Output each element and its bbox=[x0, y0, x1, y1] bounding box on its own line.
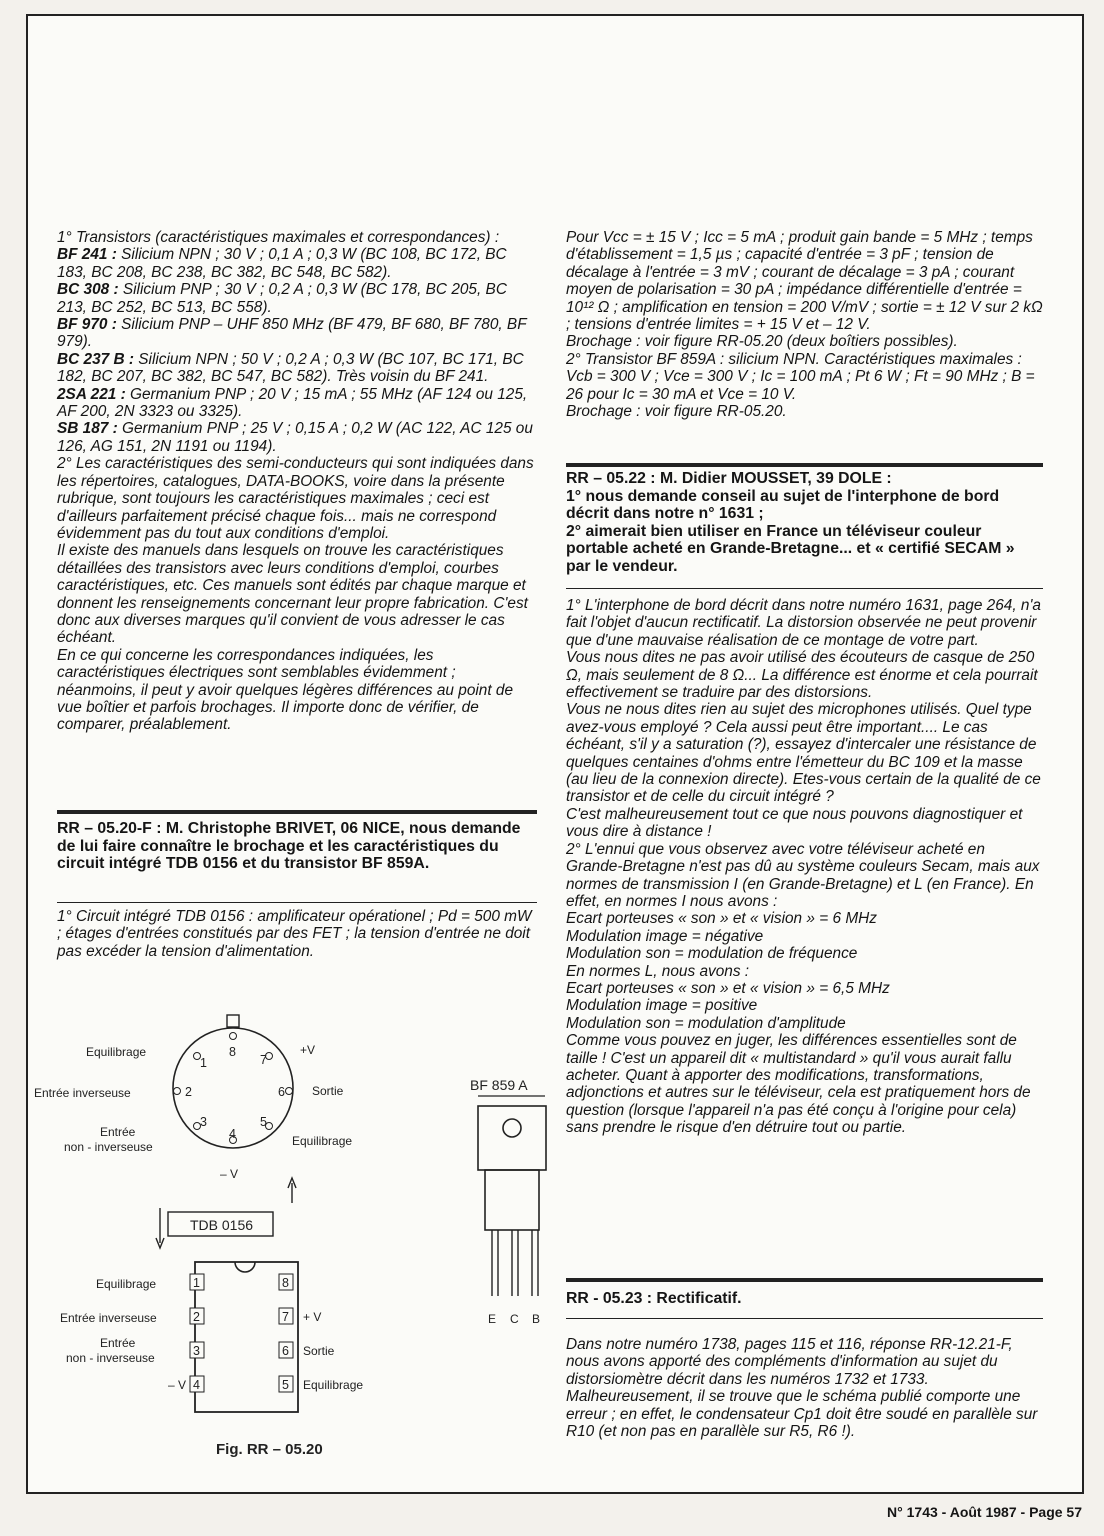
section-rule-thin bbox=[566, 1318, 1043, 1319]
left-column bbox=[57, 229, 537, 734]
norm-line: Modulation image = négative bbox=[566, 927, 764, 945]
dip-label-3: non - inverseuse bbox=[66, 1351, 155, 1365]
left-para-3: Il existe des manuels dans lesquels on trouve les caractéristiques détaillées des transistors avec leurs conditions d'emploi, courbes caractéristiques, etc. Ces manuels sont édités par chaque marque et donnent les renseignements concernant leur propre fabrication. C'est donc aux diverses marques qu'il convient de vous adresser le cas échéant. bbox=[57, 542, 528, 647]
transistor-desc: Silicium NPN ; 50 V ; 0,2 A ; 0,3 W (BC 107, BC 171, BC 182, BC 207, BC 382, BC 547, BC 582). Très voisin du BF 241. bbox=[57, 350, 524, 386]
transistor-name: BF 241 : bbox=[57, 246, 117, 264]
label-entree-inverseuse: Entrée inverseuse bbox=[34, 1086, 131, 1100]
brochage-1: Brochage : voir figure RR-05.20 (deux boîtiers possibles). bbox=[566, 333, 958, 351]
transistor-entry bbox=[57, 281, 537, 316]
left-para-4: En ce qui concerne les correspondances indiquées, les caractéristiques électriques sont semblables évidemment ; néanmoins, il peut y avoir quelques légères différences au point de vue boîtier et parfois brochages. Il importe donc de vérifier, de comparer, préalablement. bbox=[57, 646, 514, 734]
norm-line: Modulation son = modulation d'amplitude bbox=[566, 1014, 846, 1032]
to220-package bbox=[478, 1106, 546, 1296]
transistors-intro: 1° Transistors (caractéristiques maximales et correspondances) : bbox=[57, 229, 500, 246]
transistor-name: BF 970 : bbox=[57, 316, 117, 334]
rr0522-p1: 1° L'interphone de bord décrit dans notre numéro 1631, page 264, n'a fait l'objet d'aucun rectificatif. La distorsion observée ne peut provenir que d'une mauvaise réalisation de ce montage de votre part. bbox=[566, 597, 1041, 649]
brochage-2: Brochage : voir figure RR-05.20. bbox=[566, 403, 787, 421]
right-column-top bbox=[566, 229, 1043, 420]
transistor-name: 2SA 221 : bbox=[57, 385, 126, 403]
norm-line: Ecart porteuses « son » et « vision » = 6,5 MHz bbox=[566, 979, 890, 997]
figure-rr-0520 bbox=[30, 998, 570, 1468]
transistor-desc: Silicium PNP ; 30 V ; 0,2 A ; 0,3 W (BC 178, BC 205, BC 213, BC 252, BC 513, BC 558). bbox=[57, 281, 507, 316]
transistor-pin-e: E bbox=[488, 1312, 497, 1326]
transistor-name: BC 308 : bbox=[57, 281, 119, 299]
dip-pin-8: 8 bbox=[282, 1276, 289, 1290]
label-equilibrage-top: Equilibrage bbox=[86, 1045, 147, 1059]
transistor-entry bbox=[57, 420, 537, 455]
section-rule bbox=[57, 810, 537, 814]
dip-pin-1: 1 bbox=[193, 1276, 200, 1290]
norms-l-intro: En normes L, nous avons : bbox=[566, 962, 750, 980]
rr0522-p3: Vous ne nous dites rien au sujet des microphones utilisés. Quel type avez-vous employé ? Cela aussi peut être important.... Le cas échéant, s'il y a saturation (?), essayez d'intercaler une résistance de quelques centaines d'ohms entre l'émetteur du BC 109 et la masse (au lieu de la connexion directe). Etes-vous certain de la qualité de ce transistor et de celle du circuit intégré ? bbox=[566, 701, 1041, 806]
transistor-entry bbox=[57, 386, 537, 421]
dip-pin-5: 5 bbox=[282, 1378, 289, 1392]
rr0522-header-line2: 1° nous demande conseil au sujet de l'interphone de bord décrit dans notre n° 1631 ; bbox=[566, 487, 1000, 523]
round-pin-1: 1 bbox=[200, 1056, 207, 1070]
norms-l-list bbox=[566, 980, 1043, 1032]
rr0520-para-1: 1° Circuit intégré TDB 0156 : amplificateur opérationel ; Pd = 500 mW ; étages d'entrées constitués par des FET ; la tension d'entrée ne doit pas excéder la tension d'alimentation. bbox=[57, 908, 532, 960]
norm-line: Ecart porteuses « son » et « vision » = 6 MHz bbox=[566, 910, 877, 928]
transistor-name: BC 237 B : bbox=[57, 350, 134, 368]
rr0523-header: RR - 05.23 : Rectificatif. bbox=[566, 1290, 742, 1307]
rr0523-para: Dans notre numéro 1738, pages 115 et 116, réponse RR-12.21-F, nous avons apporté des compléments d'information au sujet du distorsiomètre décrit dans les numéros 1732 et 1733. Malheureusement, il se trouve que le schéma publié comporte une erreur ; en effet, le condensateur Cp1 doit être soudé en parallèle sur R10 (et non pas en parallèle sur R5, R6 !). bbox=[566, 1336, 1038, 1441]
label-minus-v: – V bbox=[220, 1167, 239, 1181]
dip-label-4: – V bbox=[168, 1378, 187, 1392]
rr0522-header bbox=[566, 470, 1043, 576]
rr0522-header-line3: 2° aimerait bien utiliser en France un téléviseur couleur portable acheté en Grande-Bretagne... et « certifié SECAM » par le vendeur. bbox=[566, 522, 1015, 575]
transistor-pin-c: C bbox=[510, 1312, 519, 1326]
round-pin-8: 8 bbox=[229, 1045, 236, 1059]
label-equilibrage-bottom: Equilibrage bbox=[292, 1134, 353, 1148]
transistor-desc: Silicium NPN ; 30 V ; 0,1 A ; 0,3 W (BC 108, BC 172, BC 183, BC 208, BC 238, BC 382, BC 548, BC 582). bbox=[57, 246, 507, 281]
transistor-desc: Silicium PNP – UHF 850 MHz (BF 479, BF 680, BF 780, BF 979). bbox=[57, 316, 527, 351]
round-pin-4: 4 bbox=[229, 1127, 236, 1141]
dip-pin-7: 7 bbox=[282, 1310, 289, 1324]
page-footer: N° 1743 - Août 1987 - Page 57 bbox=[887, 1504, 1082, 1520]
dip-label-5: Equilibrage bbox=[303, 1378, 364, 1392]
label-non-inverseuse: non - inverseuse bbox=[64, 1140, 153, 1154]
left-para-2: 2° Les caractéristiques des semi-conducteurs qui sont indiquées dans les répertoires, catalogues, DATA-BOOKS, voire dans la présente rubrique, sont toujours les caractéristiques maximales ; ceci est d'ailleurs parfaitement précisé chaque fois... mais ne correspond évidemment pas du tout aux conditions d'emploi. bbox=[57, 455, 534, 542]
round-pin-5: 5 bbox=[260, 1115, 267, 1129]
label-entree: Entrée bbox=[100, 1125, 136, 1139]
transistor-entry bbox=[57, 351, 537, 386]
dip-label-6: Sortie bbox=[303, 1344, 335, 1358]
section-rule bbox=[566, 463, 1043, 467]
transistor-list bbox=[57, 246, 537, 455]
label-sortie: Sortie bbox=[312, 1084, 344, 1098]
dip-label-1: Equilibrage bbox=[96, 1277, 157, 1291]
dip-pin-6: 6 bbox=[282, 1344, 289, 1358]
transistor-name: BF 859 A bbox=[470, 1077, 528, 1093]
dip-label-3-top: Entrée bbox=[100, 1336, 136, 1350]
round-pin-3: 3 bbox=[200, 1115, 207, 1129]
transistor-specs: 2° Transistor BF 859A : silicium NPN. Caractéristiques maximales : Vcb = 300 V ; Vce = 300 V ; Ic = 100 mA ; Pt 6 W ; Ft = 90 MHz ; B = 26 pour Ic = 30 mA et Vce = 10 V. bbox=[566, 350, 1035, 403]
section-rule-thin bbox=[566, 588, 1043, 589]
rr0522-header-line1: RR – 05.22 : M. Didier MOUSSET, 39 DOLE : bbox=[566, 470, 892, 487]
norm-line: Modulation son = modulation de fréquence bbox=[566, 945, 858, 963]
transistor-desc: Germanium PNP ; 25 V ; 0,15 A ; 0,2 W (AC 122, AC 125 ou 126, AG 151, 2N 1191 ou 1194). bbox=[57, 420, 533, 455]
norms-i-list bbox=[566, 910, 1043, 962]
transistor-name: SB 187 : bbox=[57, 420, 118, 438]
rr0520-header: RR – 05.20-F : M. Christophe BRIVET, 06 NICE, nous demande de lui faire connaître le brochage et les caractéristiques du circuit intégré TDB 0156 et du transistor BF 859A. bbox=[57, 820, 521, 873]
mapping-arrows bbox=[156, 1178, 296, 1248]
dip-label-7: + V bbox=[303, 1310, 322, 1324]
figure-caption: Fig. RR – 05.20 bbox=[216, 1441, 323, 1458]
tdb-specs: Pour Vcc = ± 15 V ; Icc = 5 mA ; produit gain bande = 5 MHz ; temps d'établissement = 1,5 µs ; capacité d'entrée = 3 pF ; tension de décalage à l'entrée = 3 mV ; courant de décalage = 3 pA ; courant moyen de polarisation = 30 pA ; impédance différentielle d'entrée = 10¹² Ω ; amplification en tension = 200 V/mV ; sortie = ± 12 V sur 2 kΩ ; tensions d'entrée limites = + 15 V et – 12 V. bbox=[566, 229, 1043, 334]
rr0522-p5: 2° L'ennui que vous observez avec votre téléviseur acheté en Grande-Bretagne n'est pas dû au système couleurs Secam, mais aux normes de transmission I (en Grande-Bretagne) et L (en France). En effet, en normes I nous avons : bbox=[566, 840, 1040, 910]
dip-label-2: Entrée inverseuse bbox=[60, 1311, 157, 1325]
dip-pin-3: 3 bbox=[193, 1344, 200, 1358]
rr0522-p6: Comme vous pouvez en juger, les différences essentielles sont de taille ! C'est un appareil dit « multistandard » qu'il vous aurait fallu acheter. Quant à apporter des modifications, transformations, adjonctions et autres sur le téléviseur, cela est pratiquement hors de question (lorsque l'appareil n'a pas été conçu à l'origine pour cela) sans prendre le risque d'en détruire tout ou partie. bbox=[566, 1032, 1031, 1137]
section-rule bbox=[566, 1278, 1043, 1282]
round-pin-7: 7 bbox=[260, 1053, 267, 1067]
dip-pin-4: 4 bbox=[193, 1378, 200, 1392]
transistor-pin-b: B bbox=[532, 1312, 541, 1326]
rr0522-p4: C'est malheureusement tout ce que nous pouvons diagnostiquer et vous dire à distance ! bbox=[566, 805, 1023, 841]
dip-pin-2: 2 bbox=[193, 1310, 200, 1324]
transistor-entry bbox=[57, 316, 537, 351]
round-pin-6: 6 bbox=[278, 1085, 285, 1099]
section-rule-thin bbox=[57, 902, 537, 903]
transistor-desc: Germanium PNP ; 20 V ; 15 mA ; 55 MHz (AF 124 ou 125, AF 200, 2N 3323 ou 3325). bbox=[57, 385, 528, 421]
right-column-main bbox=[566, 597, 1043, 1137]
transistor-entry bbox=[57, 246, 537, 281]
norm-line: Modulation image = positive bbox=[566, 997, 758, 1015]
rr0522-p2: Vous nous dites ne pas avoir utilisé des écouteurs de casque de 250 Ω, mais seulement de 8 Ω... La différence est énorme et cela pourrait effectivement se traduire par des distorsions. bbox=[566, 649, 1038, 702]
label-plus-v: +V bbox=[300, 1043, 316, 1057]
ic-name: TDB 0156 bbox=[190, 1217, 254, 1233]
round-pin-2: 2 bbox=[185, 1085, 192, 1099]
